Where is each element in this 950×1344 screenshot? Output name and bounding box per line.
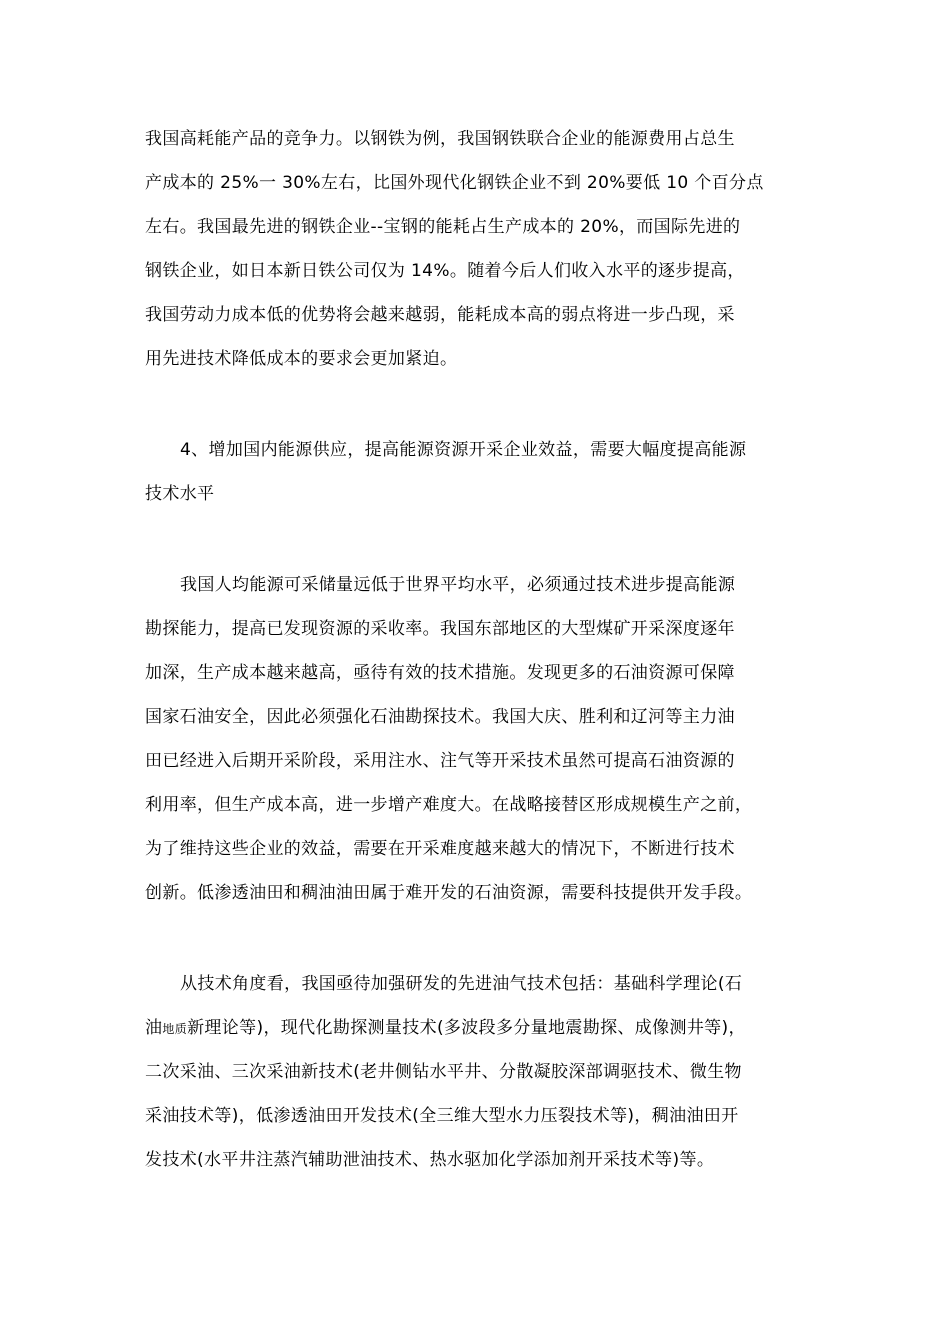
- small-inline-term: 地质: [162, 1022, 188, 1036]
- paragraph-4-line-2-start: 油: [145, 1018, 163, 1038]
- paragraph-3-line-6: 利用率，但生产成本高，进一步增产难度大。在战略接替区形成规模生产之前，: [145, 795, 753, 815]
- paragraph-3-line-7: 为了维持这些企业的效益，需要在开采难度越来越大的情况下，不断进行技术: [145, 839, 735, 859]
- paragraph-4-line-4: 采油技术等)，低渗透油田开发技术(全三维大型水力压裂技术等)，稠油油田开: [145, 1106, 739, 1126]
- section-heading-line-1: 4、增加国内能源供应，提高能源资源开采企业效益，需要大幅度提高能源: [180, 440, 747, 460]
- paragraph-1-line-1: 我国高耗能产品的竞争力。以钢铁为例，我国钢铁联合企业的能源费用占总生: [145, 129, 735, 149]
- paragraph-1-line-4: 钢铁企业，如日本新日铁公司仅为 14%。随着今后人们收入水平的逐步提高，: [145, 261, 745, 281]
- paragraph-4-line-1: 从技术角度看，我国亟待加强研发的先进油气技术包括：基础科学理论(石: [180, 974, 743, 994]
- paragraph-1-line-3: 左右。我国最先进的钢铁企业--宝钢的能耗占生产成本的 20%，而国际先进的: [145, 217, 741, 237]
- paragraph-3-line-5: 田已经进入后期开采阶段，采用注水、注气等开采技术虽然可提高石油资源的: [145, 751, 735, 771]
- paragraph-3-line-3: 加深，生产成本越来越高，亟待有效的技术措施。发现更多的石油资源可保障: [145, 663, 735, 683]
- paragraph-4-line-5: 发技术(水平井注蒸汽辅助泄油技术、热水驱加化学添加剂开采技术等)等。: [145, 1150, 715, 1170]
- paragraph-1-line-2: 产成本的 25%一 30%左右，比国外现代化钢铁企业不到 20%要低 10 个百分点: [145, 173, 764, 193]
- paragraph-3-line-1: 我国人均能源可采储量远低于世界平均水平，必须通过技术进步提高能源: [180, 575, 736, 595]
- paragraph-1-line-6: 用先进技术降低成本的要求会更加紧迫。: [145, 349, 458, 369]
- paragraph-1-line-5: 我国劳动力成本低的优势将会越来越弱，能耗成本高的弱点将进一步凸现，采: [145, 305, 735, 325]
- paragraph-4-line-3: 二次采油、三次采油新技术(老井侧钻水平井、分散凝胶深部调驱技术、微生物: [145, 1062, 742, 1082]
- paragraph-3-line-8: 创新。低渗透油田和稠油油田属于难开发的石油资源，需要科技提供开发手段。: [145, 883, 753, 903]
- paragraph-4-line-2-rest: 新理论等)，现代化勘探测量技术(多波段多分量地震勘探、成像测井等)，: [187, 1018, 746, 1038]
- paragraph-3-line-2: 勘探能力，提高已发现资源的采收率。我国东部地区的大型煤矿开采深度逐年: [145, 619, 735, 639]
- paragraph-4-line-2: [145, 1016, 815, 1041]
- section-heading-line-2: 技术水平: [145, 484, 215, 504]
- paragraph-3-line-4: 国家石油安全，因此必须强化石油勘探技术。我国大庆、胜利和辽河等主力油: [145, 707, 735, 727]
